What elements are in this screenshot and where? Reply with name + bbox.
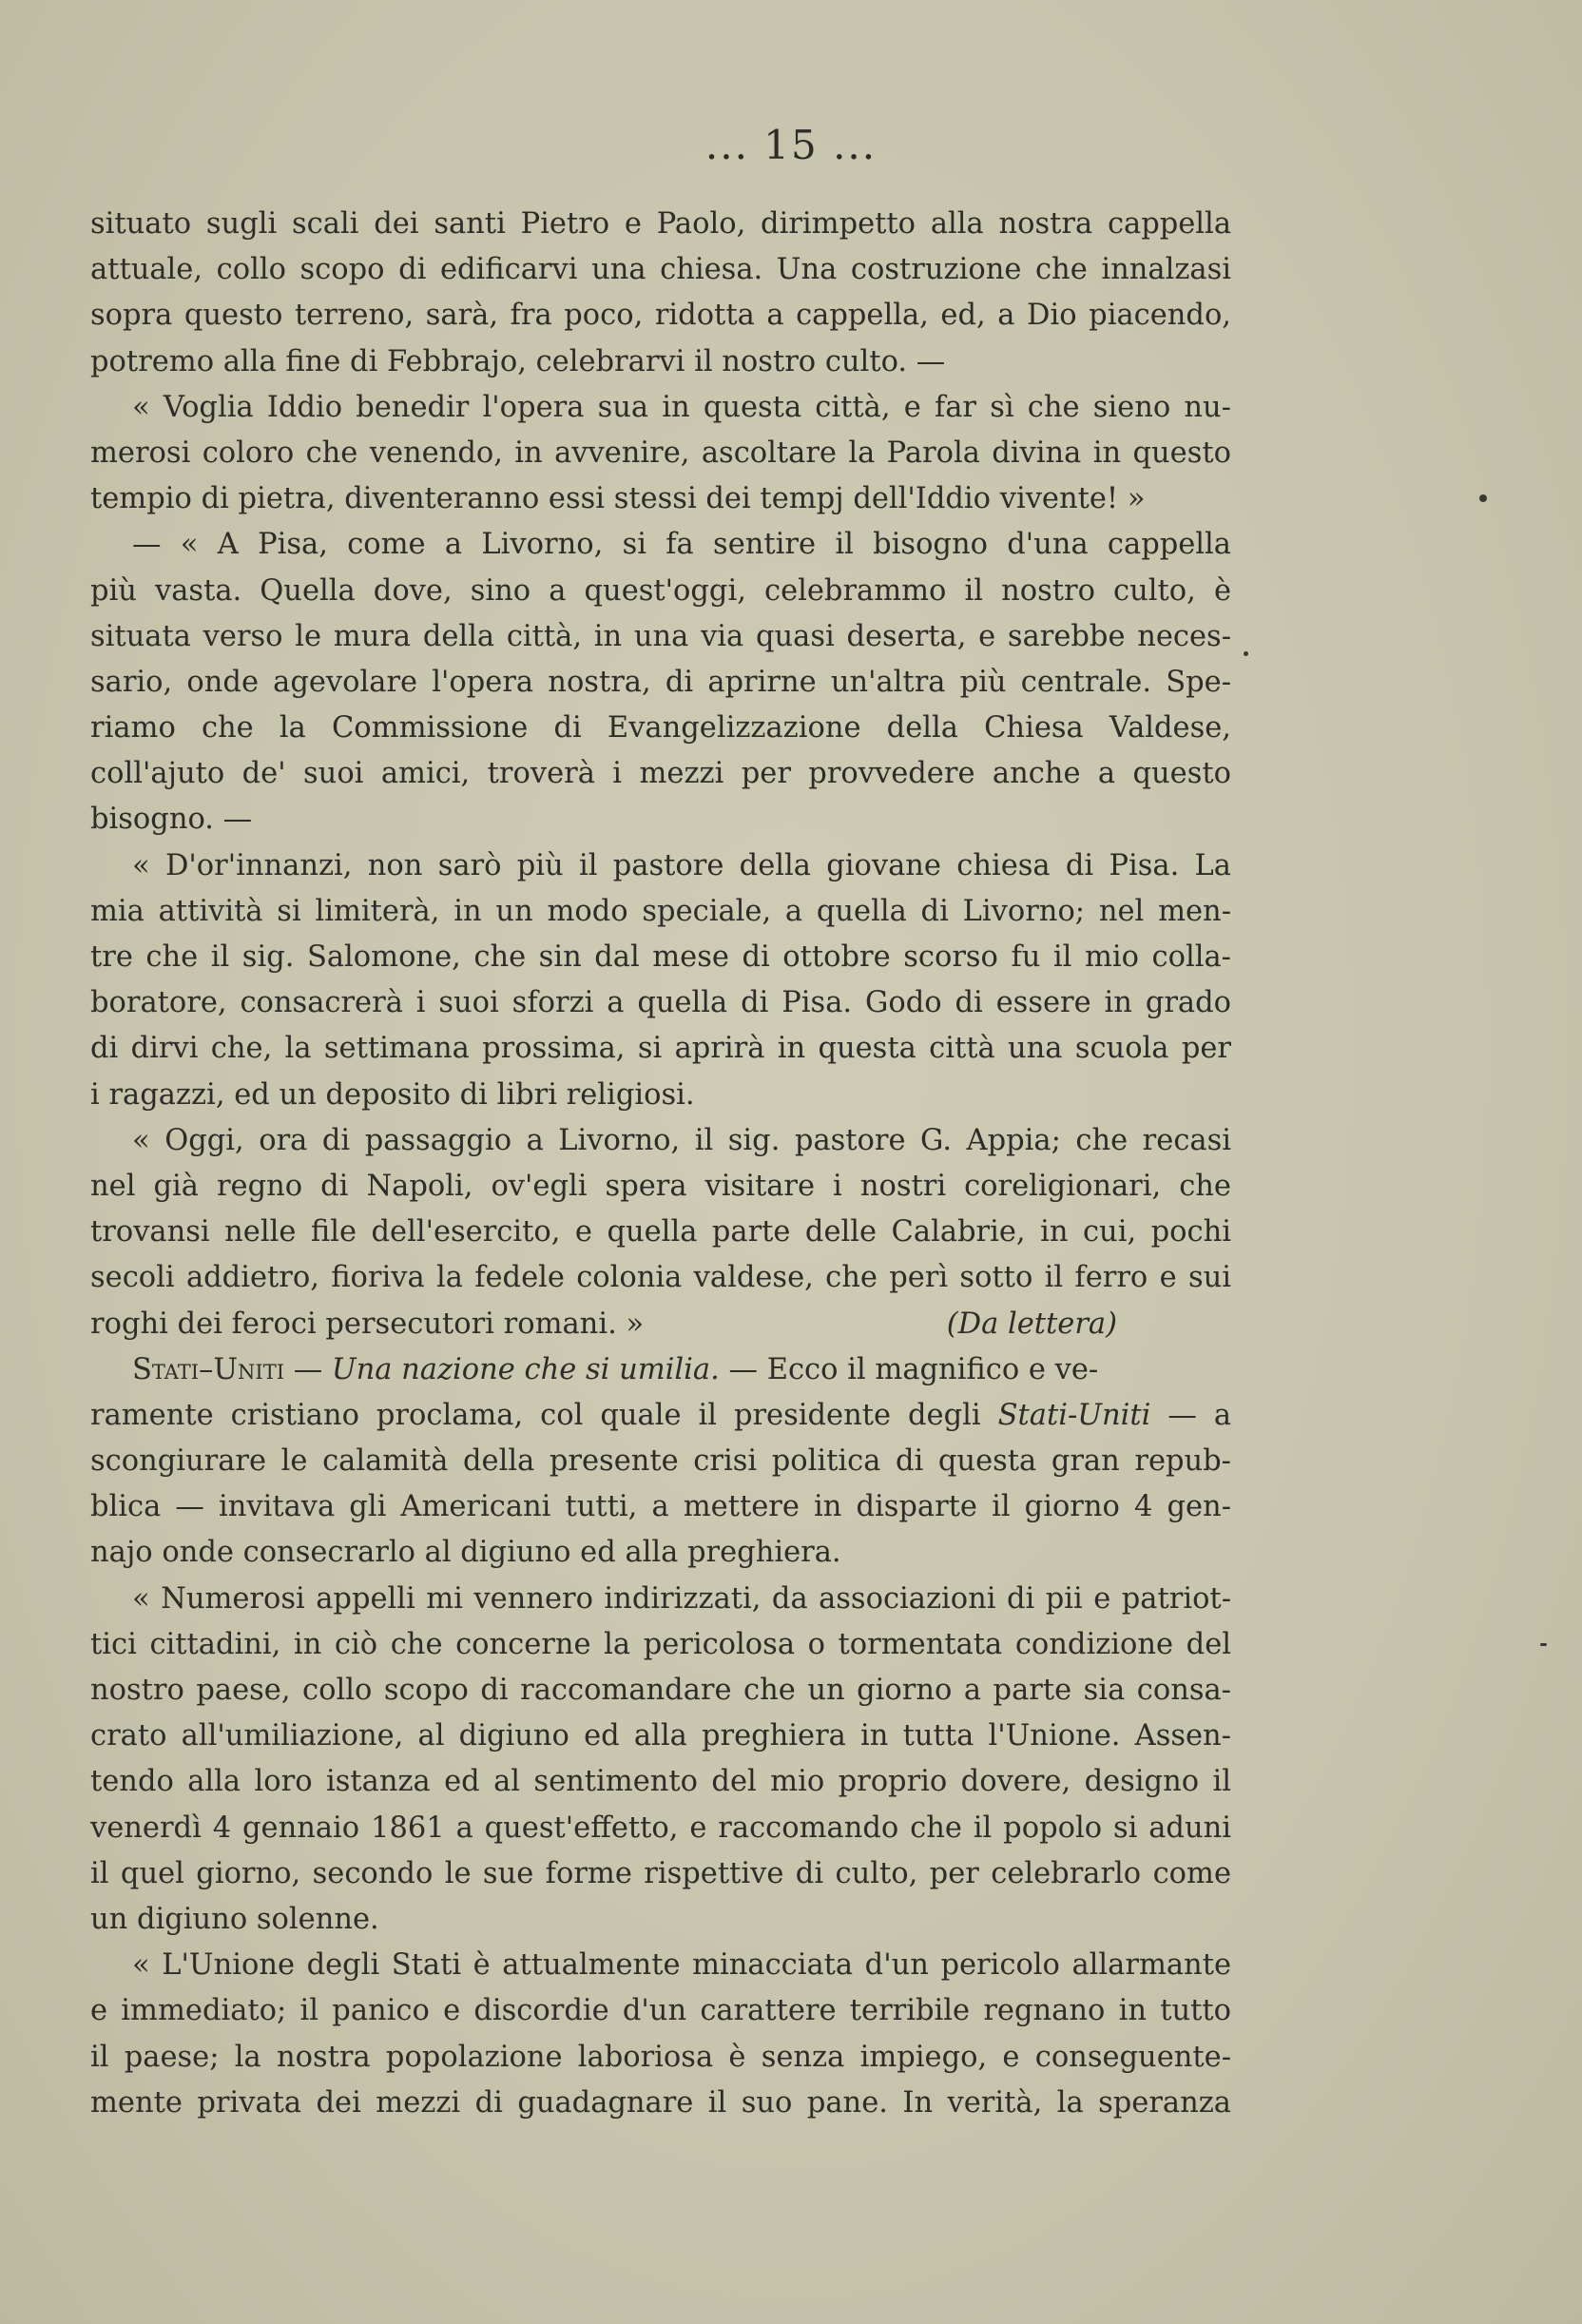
text-line: tici cittadini, in ciò che concerne la pericolosa o tormentata condizione del [90,1627,1231,1661]
text-line: « L'Unione degli Stati è attualmente minacciata d'un pericolo allarmante [132,1948,1231,1983]
text-line: mia attività si limiterà, in un modo speciale, a quella di Livorno; nel men- [90,894,1231,928]
ink-speck [1479,494,1487,502]
text-line: bisogno. — [90,803,253,837]
text-line [90,1393,1231,1439]
text-line: il quel giorno, secondo le sue forme rispettive di culto, per celebrarlo come [90,1856,1231,1890]
text-line: tre che il sig. Salomone, che sin dal mese di ottobre scorso fu il mio colla- [90,940,1231,974]
text-line: tendo alla loro istanza ed al sentimento del mio proprio dovere, designo il [90,1765,1231,1799]
text-segment: roghi dei feroci persecutori romani. » [90,1307,645,1341]
page-number: ... 15 ... [704,122,878,168]
text-line: di dirvi che, la settimana prossima, si aprirà in questa città una scuola per [90,1032,1231,1066]
text-line: sario, onde agevolare l'opera nostra, di aprirne un'altra più centrale. Spe- [90,665,1231,699]
text-segment: — [284,1352,332,1386]
attribution: (Da lettera) [946,1307,1117,1341]
text-line: — « A Pisa, come a Livorno, si fa sentire il bisogno d'una cappella [132,528,1231,562]
text-line: najo onde consecrarlo al digiuno ed alla preghiera. [90,1536,841,1570]
body-text [90,202,1231,2126]
text-line: i ragazzi, ed un deposito di libri religiosi. [90,1077,695,1112]
text-segment: — Ecco il magnifico e ve- [719,1352,1099,1386]
text-line: riamo che la Commissione di Evangelizzazione della Chiesa Valdese, [90,711,1231,746]
text-line: mente privata dei mezzi di guadagnare il suo pane. In verità, la speranza [90,2085,1231,2120]
text-line: sopra questo terreno, sarà, fra poco, ridotta a cappella, ed, a Dio piacendo, [90,299,1231,333]
text-line: secoli addietro, fioriva la fedele colonia valdese, che perì sotto il ferro e sui [90,1261,1231,1295]
text-line: coll'ajuto de' suoi amici, troverà i mezzi per provvedere anche a questo [90,757,1231,791]
text-line: e immediato; il panico e discordie d'un carattere terribile regnano in tutto [90,1994,1231,2028]
italic-title: Una nazione che si umilia. [331,1352,720,1386]
text-line: un digiuno solenne. [90,1902,379,1936]
ink-speck [1244,651,1248,656]
text-line: scongiurare le calamità della presente crisi politica di questa gran repub- [90,1444,1231,1479]
text-line: « Voglia Iddio benedir l'opera sua in questa città, e far sì che sieno nu- [132,390,1231,424]
text-line [90,1302,1231,1347]
text-line: crato all'umiliazione, al digiuno ed alla preghiera in tutta l'Unione. Assen- [90,1719,1231,1753]
ink-speck [1540,1643,1547,1646]
text-line: trovansi nelle file dell'esercito, e quella parte delle Calabrie, in cui, pochi [90,1215,1231,1249]
text-line: « D'or'innanzi, non sarò più il pastore della giovane chiesa di Pisa. La [132,848,1231,882]
text-line: venerdì 4 gennaio 1861 a quest'effetto, e raccomando che il popolo si aduni [90,1811,1231,1845]
section-heading: Stati–Uniti [132,1352,284,1386]
text-line: il paese; la nostra popolazione laboriosa è senza impiego, e conseguente- [90,2040,1231,2074]
italic-term: Stati-Uniti [997,1398,1151,1432]
text-line: tempio di pietra, diventeranno essi stessi dei tempj dell'Iddio vivente! » [90,482,1146,516]
text-line: merosi coloro che venendo, in avvenire, ascoltare la Parola divina in questo [90,436,1231,470]
text-line: situata verso le mura della città, in una via quasi deserta, e sarebbe neces- [90,619,1231,653]
text-segment: — a [1150,1398,1232,1432]
text-line: « Numerosi appelli mi vennero indirizzati, da associazioni di pii e patriot- [132,1581,1231,1616]
text-line: situato sugli scali dei santi Pietro e Paolo, dirimpetto alla nostra cappella [90,207,1231,241]
text-line: più vasta. Quella dove, sino a quest'oggi, celebrammo il nostro culto, è [90,573,1231,608]
text-line: nostro paese, collo scopo di raccomandare che un giorno a parte sia consa- [90,1674,1231,1707]
text-line: blica — invitava gli Americani tutti, a mettere in disparte il giorno 4 gen- [90,1490,1231,1524]
text-line: nel già regno di Napoli, ov'egli spera visitare i nostri coreligionari, che [90,1169,1231,1203]
text-line: boratore, consacrerà i suoi sforzi a quella di Pisa. Godo di essere in grado [90,986,1231,1020]
text-line [90,1347,1231,1393]
text-segment: ramente cristiano proclama, col quale il presidente degli [90,1398,998,1432]
text-line: potremo alla fine di Febbrajo, celebrarvi il nostro culto. — [90,344,946,378]
text-line: « Oggi, ora di passaggio a Livorno, il sig. pastore G. Appia; che recasi [132,1123,1231,1157]
text-line: attuale, collo scopo di edificarvi una chiesa. Una costruzione che innalzasi [90,253,1231,287]
